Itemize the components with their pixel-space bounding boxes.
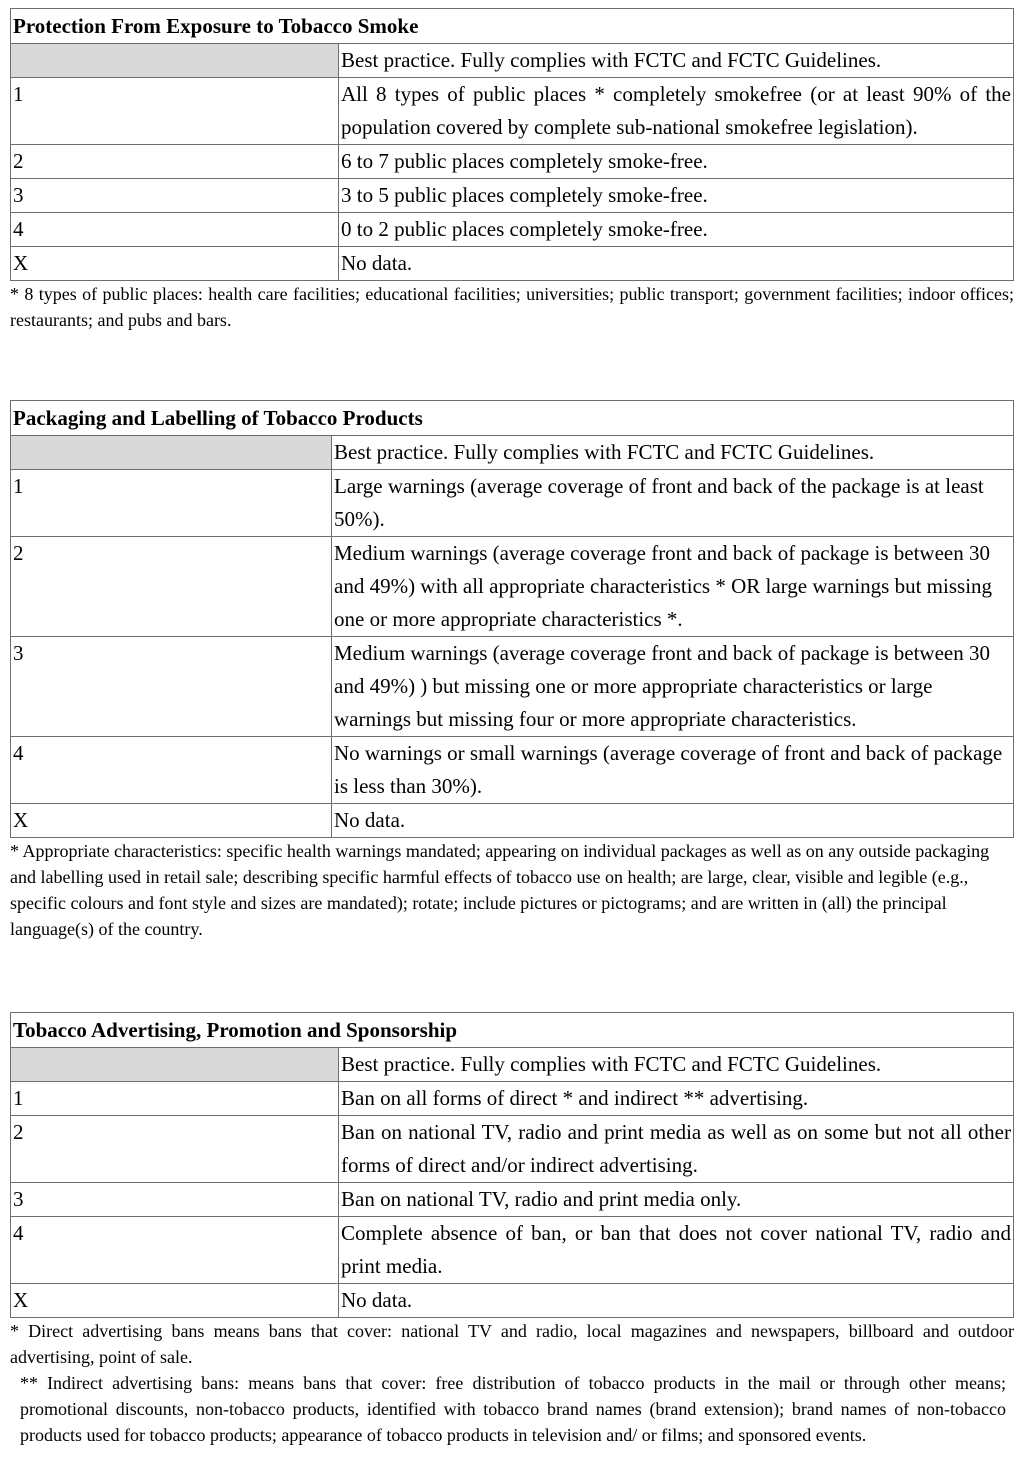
- row-code: X: [11, 1284, 339, 1318]
- section-smokefree: [10, 8, 1014, 333]
- row-description: Ban on national TV, radio and print media as well as on some but not all other forms of direct and/or indirect advertising.: [339, 1116, 1014, 1183]
- footnote: ** Indirect advertising bans: means bans that cover: free distribution of tobacco products in the mail or through other means; promotional discounts, non-tobacco products, identified with tobacco brand names (brand extension); brand names of non-tobacco products used for tobacco products; appearance of tobacco products in television and/ or films; and sponsored events.: [20, 1373, 1006, 1445]
- row-code: X: [11, 804, 332, 838]
- table-row: [11, 179, 1014, 213]
- row-description: All 8 types of public places * completely smokefree (or at least 90% of the population covered by complete sub-national smokefree legislation).: [339, 78, 1014, 145]
- row-description: 6 to 7 public places completely smoke-free.: [339, 145, 1014, 179]
- row-description: No data.: [332, 804, 1014, 838]
- row-description: Medium warnings (average coverage front and back of package is between 30 and 49%) with all appropriate characteristics * OR large warnings but missing one or more appropriate characteristics *.: [332, 537, 1014, 637]
- row-description: No data.: [339, 1284, 1014, 1318]
- section-title: Protection From Exposure to Tobacco Smoke: [11, 9, 1014, 44]
- section-advertising: [10, 1012, 1014, 1448]
- table-row: [11, 737, 1014, 804]
- best-practice-text: Best practice. Fully complies with FCTC and FCTC Guidelines.: [339, 44, 1014, 78]
- row-code: 2: [11, 537, 332, 637]
- row-code: 3: [11, 1183, 339, 1217]
- row-description: 3 to 5 public places completely smoke-free.: [339, 179, 1014, 213]
- row-code: 1: [11, 78, 339, 145]
- footnote: * Direct advertising bans means bans that cover: national TV and radio, local magazines and newspapers, billboard and outdoor advertising, point of sale.: [10, 1321, 1014, 1367]
- row-code: 1: [11, 470, 332, 537]
- row-code: 3: [11, 179, 339, 213]
- table-row: [11, 78, 1014, 145]
- row-code: 4: [11, 737, 332, 804]
- footnote: * Appropriate characteristics: specific health warnings mandated; appearing on individual packages as well as on any outside packaging and labelling used in retail sale; describing specific harmful effects of tobacco use on health; are large, clear, visible and legible (e.g., specific colours and font style and sizes are mandated); rotate; include pictures or pictograms; and are written in (all) the principal language(s) of the country.: [10, 841, 990, 939]
- footnote: * 8 types of public places: health care facilities; educational facilities; universities; public transport; government facilities; indoor offices; restaurants; and pubs and bars.: [10, 284, 1014, 330]
- table-row: [11, 804, 1014, 838]
- row-description: Medium warnings (average coverage front and back of package is between 30 and 49%) ) but missing one or more appropriate characteristics or large warnings but missing four or more appropriate characteristics.: [332, 637, 1014, 737]
- row-description: Ban on national TV, radio and print media only.: [339, 1183, 1014, 1217]
- advertising-table: [10, 1012, 1014, 1318]
- best-practice-text: Best practice. Fully complies with FCTC and FCTC Guidelines.: [339, 1048, 1014, 1082]
- row-description: 0 to 2 public places completely smoke-free.: [339, 213, 1014, 247]
- packaging-table: [10, 400, 1014, 838]
- table-row: [11, 145, 1014, 179]
- table-row: [11, 1183, 1014, 1217]
- best-practice-swatch: [11, 436, 332, 470]
- best-practice-text: Best practice. Fully complies with FCTC and FCTC Guidelines.: [332, 436, 1014, 470]
- row-description: Complete absence of ban, or ban that does not cover national TV, radio and print media.: [339, 1217, 1014, 1284]
- table-row: [11, 1217, 1014, 1284]
- row-code: 4: [11, 1217, 339, 1284]
- table-row: [11, 1082, 1014, 1116]
- row-description: Large warnings (average coverage of front and back of the package is at least 50%).: [332, 470, 1014, 537]
- row-code: 2: [11, 145, 339, 179]
- row-description: No warnings or small warnings (average coverage of front and back of package is less than 30%).: [332, 737, 1014, 804]
- row-code: 3: [11, 637, 332, 737]
- row-description: No data.: [339, 247, 1014, 281]
- section-packaging: [10, 400, 1014, 942]
- table-row: [11, 537, 1014, 637]
- row-description: Ban on all forms of direct * and indirect ** advertising.: [339, 1082, 1014, 1116]
- section-title: Packaging and Labelling of Tobacco Products: [11, 401, 1014, 436]
- table-row: [11, 637, 1014, 737]
- table-row: [11, 1116, 1014, 1183]
- best-practice-swatch: [11, 1048, 339, 1082]
- smokefree-table: [10, 8, 1014, 281]
- table-row: [11, 213, 1014, 247]
- table-row: [11, 1284, 1014, 1318]
- row-code: 4: [11, 213, 339, 247]
- table-row: [11, 247, 1014, 281]
- row-code: 1: [11, 1082, 339, 1116]
- row-code: X: [11, 247, 339, 281]
- row-code: 2: [11, 1116, 339, 1183]
- section-title: Tobacco Advertising, Promotion and Sponsorship: [11, 1013, 1014, 1048]
- table-row: [11, 470, 1014, 537]
- best-practice-swatch: [11, 44, 339, 78]
